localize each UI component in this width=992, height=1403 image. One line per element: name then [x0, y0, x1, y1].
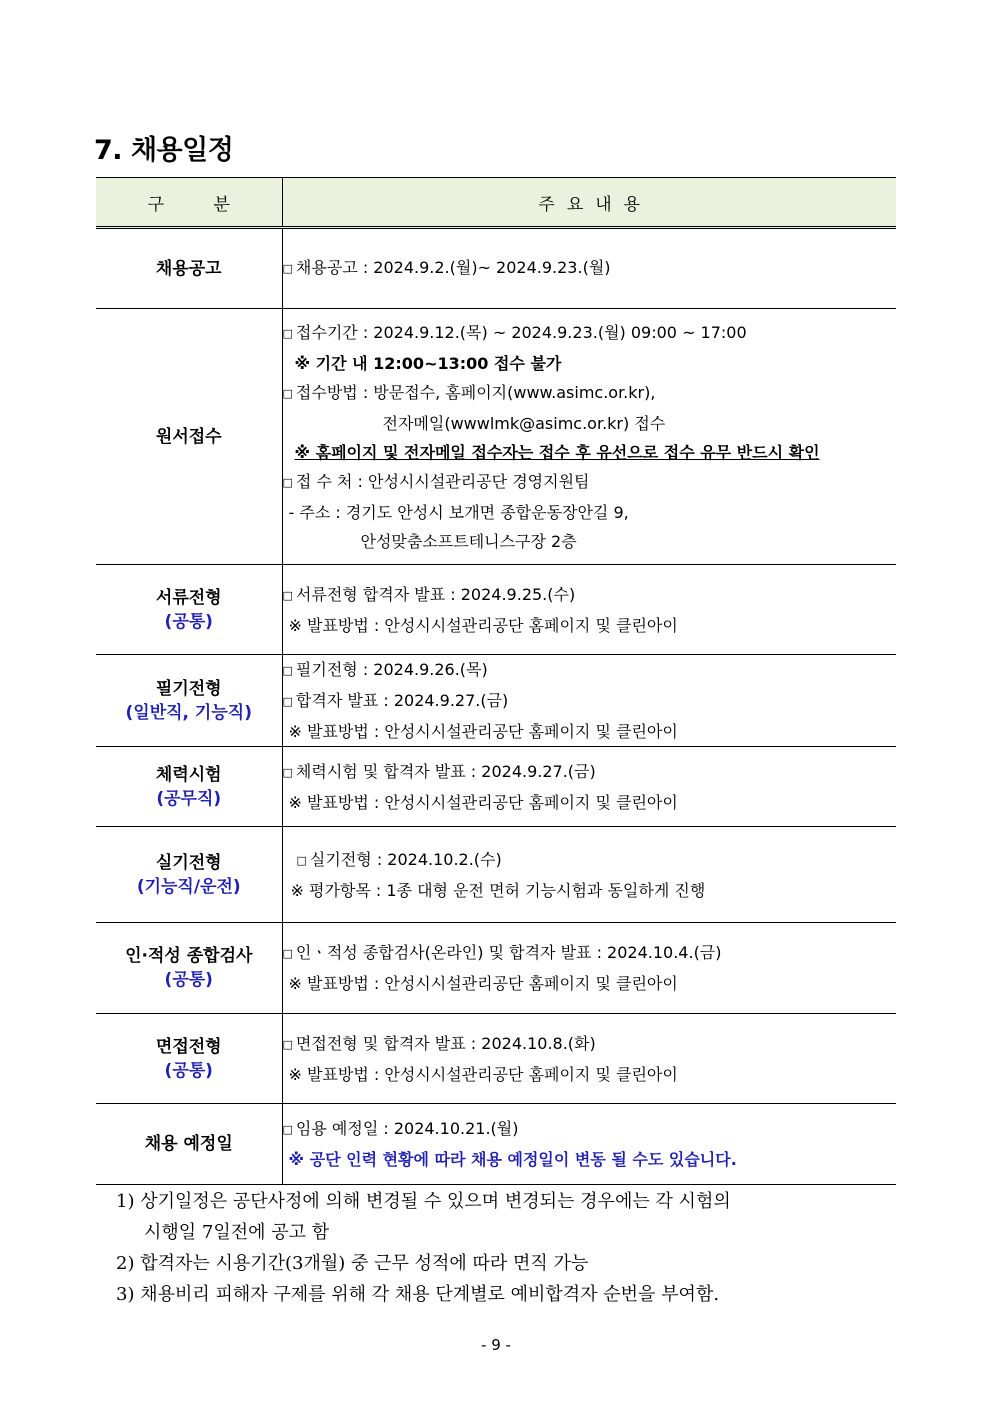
content-line: □ 접수방법 : 방문접수, 홈페이지(www.asimc.or.kr), [282, 382, 656, 402]
square-bullet-icon: □ [282, 262, 293, 275]
square-bullet-icon: □ [282, 695, 293, 708]
row-label-main: 면접전형 [155, 1036, 222, 1057]
row-label [96, 309, 282, 565]
row-content [282, 655, 896, 747]
page-number: - 9 - [481, 1336, 511, 1354]
content-line: □ 합격자 발표 : 2024.9.27.(금) [282, 691, 509, 710]
content-line: □ 접 수 처 : 안성시시설관리공단 경영지원팀 [282, 471, 590, 491]
row-label-sub: (공통) [164, 611, 213, 632]
content-line: □ 체력시험 및 합격자 발표 : 2024.9.27.(금) [282, 761, 596, 781]
content-line: □ 인ㆍ적성 종합검사(온라인) 및 합격자 발표 : 2024.10.4.(금) [282, 943, 722, 962]
content-note-highlight: ※ 공단 인력 현황에 따라 채용 예정일이 변동 될 수도 있습니다. [288, 1150, 737, 1169]
row-label-main: 채용공고 [155, 258, 222, 279]
content-note: ※ 발표방법 : 안성시시설관리공단 홈페이지 및 클린아이 [288, 792, 678, 812]
content-note: ※ 평가항목 : 1종 대형 운전 면허 기능시험과 동일하게 진행 [290, 880, 706, 900]
square-bullet-icon: □ [296, 853, 307, 867]
content-note: ※ 발표방법 : 안성시시설관리공단 홈페이지 및 클린아이 [288, 722, 678, 741]
row-label-sub: (공통) [164, 1060, 213, 1081]
row-content [282, 228, 896, 309]
square-bullet-icon: □ [282, 947, 293, 960]
footnote-item: 3) 채용비리 피해자 구제를 위해 각 채용 단계별로 예비합격자 순번을 부여함. [116, 1284, 720, 1305]
row-content [282, 1104, 896, 1185]
row-content [282, 923, 896, 1014]
row-label-sub: (공무직) [156, 788, 222, 809]
content-line: □ 서류전형 합격자 발표 : 2024.9.25.(수) [282, 584, 576, 604]
square-bullet-icon: □ [282, 664, 293, 677]
content-line: □ 임용 예정일 : 2024.10.21.(월) [282, 1119, 519, 1138]
content-note: ※ 발표방법 : 안성시시설관리공단 홈페이지 및 클린아이 [288, 1064, 678, 1084]
schedule-table [96, 177, 896, 1185]
content-note: ※ 기간 내 12:00~13:00 접수 불가 [294, 353, 562, 373]
content-line: □ 접수기간 : 2024.9.12.(목) ~ 2024.9.23.(월) 09:00 ~ 17:00 [282, 322, 747, 342]
row-label-main: 서류전형 [155, 587, 222, 608]
square-bullet-icon: □ [282, 1123, 293, 1136]
row-content [282, 565, 896, 655]
table-row [96, 923, 896, 1014]
row-label-sub: (기능직/운전) [136, 876, 241, 897]
header-content: 주요내용 [282, 178, 896, 228]
content-note-underlined: ※ 홈페이지 및 전자메일 접수자는 접수 후 유선으로 접수 유무 반드시 확인 [294, 442, 820, 462]
row-content [282, 827, 896, 923]
content-line: □ 실기전형 : 2024.10.2.(수) [296, 849, 502, 869]
row-label-main: 채용 예정일 [144, 1134, 233, 1154]
content-line: □ 면접전형 및 합격자 발표 : 2024.10.8.(화) [282, 1033, 596, 1053]
row-content [282, 309, 896, 565]
row-label [96, 827, 282, 923]
row-label [96, 923, 282, 1014]
table-row [96, 565, 896, 655]
footnote-continuation: 시행일 7일전에 공고 함 [144, 1222, 330, 1243]
section-title: 7. 채용일정 [94, 135, 234, 166]
row-label-main: 실기전형 [155, 852, 222, 873]
row-label-main: 원서접수 [155, 426, 222, 447]
row-label-main: 인·적성 종합검사 [125, 946, 253, 966]
row-content [282, 1014, 896, 1104]
row-label-main: 필기전형 [155, 678, 222, 699]
content-line: 전자메일(wwwlmk@asimc.or.kr) 접수 [382, 413, 666, 433]
row-content [282, 747, 896, 827]
footnotes [116, 1186, 731, 1310]
header-category: 구 분 [96, 178, 282, 228]
table-row [96, 747, 896, 827]
footnote-item: 1) 상기일정은 공단사정에 의해 변경될 수 있으며 변경되는 경우에는 각 시험의 [116, 1191, 731, 1212]
content-note: ※ 발표방법 : 안성시시설관리공단 홈페이지 및 클린아이 [288, 974, 678, 993]
square-bullet-icon: □ [282, 1037, 293, 1051]
square-bullet-icon: □ [282, 326, 293, 340]
row-label [96, 1104, 282, 1185]
content-line: □ 채용공고 : 2024.9.2.(월)~ 2024.9.23.(월) [282, 258, 611, 277]
content-line: - 주소 : 경기도 안성시 보개면 종합운동장안길 9, [288, 502, 629, 522]
table-row [96, 827, 896, 923]
content-line: 안성맞춤소프트테니스구장 2층 [360, 531, 577, 551]
row-label [96, 565, 282, 655]
square-bullet-icon: □ [282, 765, 293, 779]
row-label-sub: (공통) [164, 970, 213, 990]
row-label-main: 체력시험 [155, 764, 222, 785]
table-header-row [96, 178, 896, 228]
row-label-sub: (일반직, 기능직) [125, 702, 252, 723]
row-label [96, 655, 282, 747]
square-bullet-icon: □ [282, 588, 293, 602]
row-label [96, 1014, 282, 1104]
table-row [96, 1104, 896, 1185]
content-note: ※ 발표방법 : 안성시시설관리공단 홈페이지 및 클린아이 [288, 615, 678, 635]
table-row [96, 228, 896, 309]
table-row [96, 655, 896, 747]
table-row [96, 1014, 896, 1104]
row-label [96, 747, 282, 827]
content-line: □ 필기전형 : 2024.9.26.(목) [282, 660, 488, 679]
footnote-item: 2) 합격자는 시용기간(3개월) 중 근무 성적에 따라 면직 가능 [116, 1253, 589, 1274]
square-bullet-icon: □ [282, 386, 293, 400]
square-bullet-icon: □ [282, 475, 293, 489]
row-label [96, 228, 282, 309]
table-row [96, 309, 896, 565]
